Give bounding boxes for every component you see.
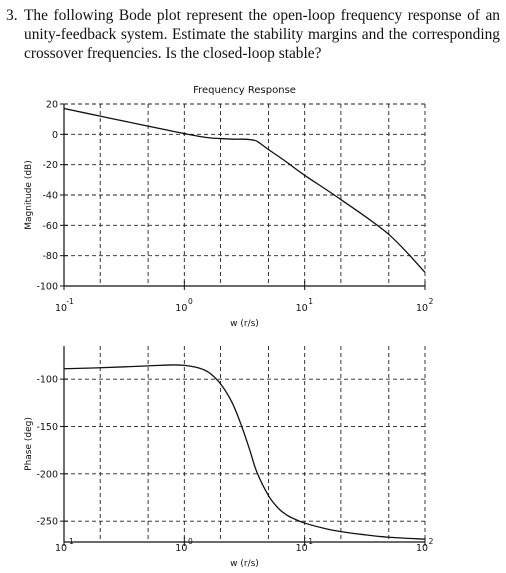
question-text: The following Bode plot represent the open-loop frequency response of an unity-feedback system. Estimate the stability margins and the corresponding crossover frequencies. Is the closed-loop stable? xyxy=(24,7,500,62)
chart-title: Frequency Response xyxy=(193,85,296,96)
magnitude-plot xyxy=(24,85,434,329)
y-tick-label: 0 xyxy=(51,129,58,141)
x-tick-exponent: 0 xyxy=(187,297,193,306)
x-axis-label: w (r/s) xyxy=(230,559,259,569)
y-tick-label: -100 xyxy=(36,374,58,386)
y-tick-label: -40 xyxy=(42,190,58,202)
y-tick-label: -20 xyxy=(42,160,58,172)
y-tick-label: -150 xyxy=(36,421,58,433)
y-tick-label: -200 xyxy=(36,469,58,481)
x-axis-label: w (r/s) xyxy=(230,319,259,329)
x-tick-exponent: 2 xyxy=(428,537,434,546)
y-tick-label: -100 xyxy=(36,281,58,293)
x-tick-label: 10 xyxy=(295,543,308,554)
x-tick-label: 10 xyxy=(54,543,68,554)
y-axis-label: Magnitude (dB) xyxy=(24,160,34,230)
magnitude-curve xyxy=(64,109,425,273)
x-tick-label: 10 xyxy=(175,303,188,314)
y-tick-label: -60 xyxy=(42,220,58,232)
x-tick-label: 10 xyxy=(295,303,308,314)
x-tick-label: 10 xyxy=(175,543,188,554)
x-tick-label: 10 xyxy=(415,303,429,314)
y-axis-label: Phase (deg) xyxy=(24,417,34,471)
x-tick-exponent: -1 xyxy=(66,297,74,306)
x-tick-exponent: 1 xyxy=(308,537,314,546)
phase-plot xyxy=(24,346,434,569)
x-tick-label: 10 xyxy=(415,543,429,554)
y-tick-label: -80 xyxy=(42,251,58,263)
question-number: 3. xyxy=(6,7,18,24)
x-tick-label: 10 xyxy=(54,303,68,314)
x-tick-exponent: -1 xyxy=(66,537,74,546)
phase-curve xyxy=(64,365,425,539)
x-tick-exponent: 0 xyxy=(187,537,193,546)
y-tick-label: 20 xyxy=(45,99,58,111)
y-tick-label: -250 xyxy=(36,516,58,528)
x-tick-exponent: 1 xyxy=(308,297,314,306)
x-tick-exponent: 2 xyxy=(428,297,434,306)
